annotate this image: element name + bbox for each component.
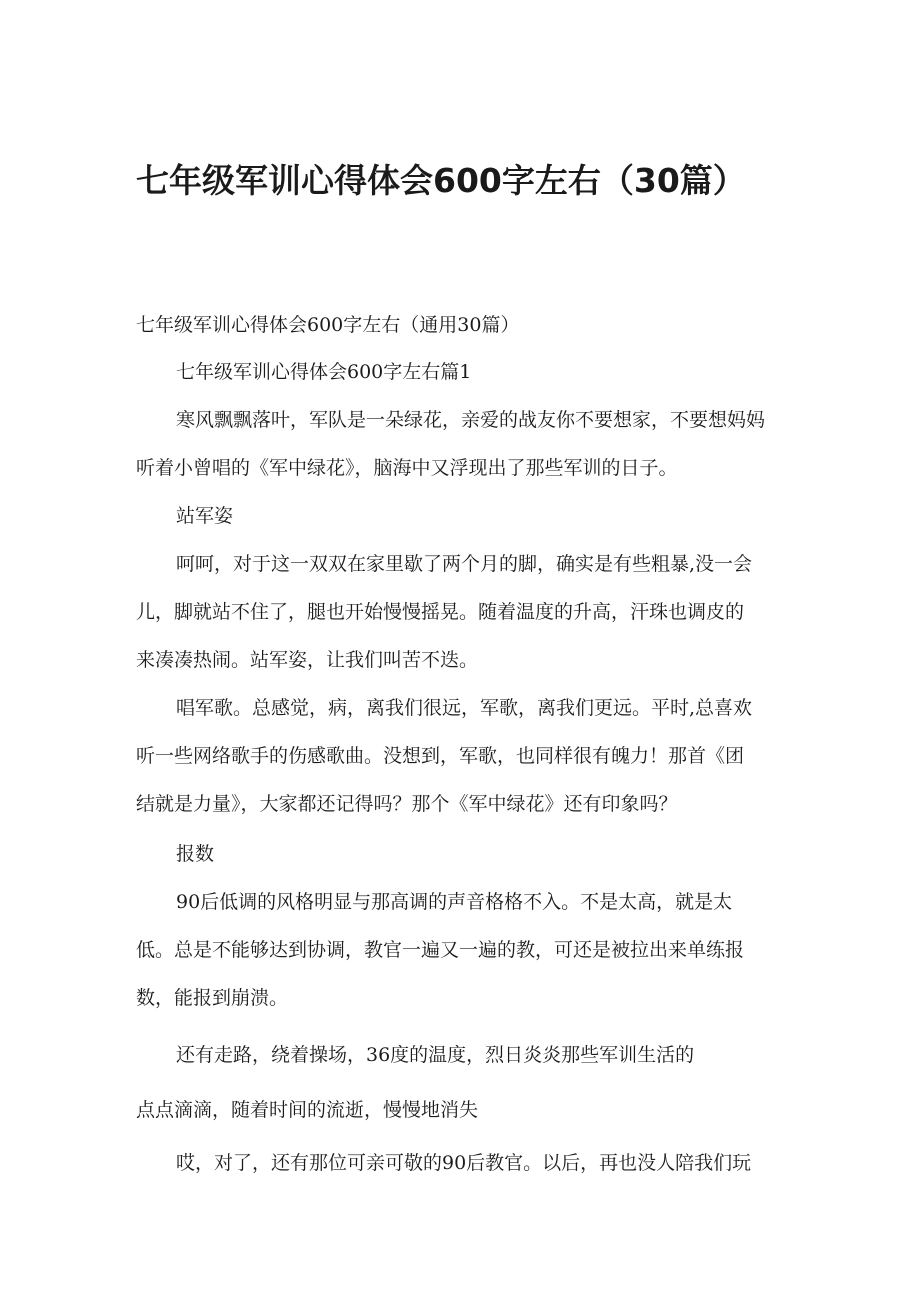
document-subtitle: 七年级军训心得体会600字左右（通用30篇） [136,314,520,336]
paragraph-line: 90后低调的风格明显与那高调的声音格格不入。不是太高，就是太 [176,891,733,913]
section-label: 报数 [176,843,215,865]
paragraph-line: 数，能报到崩溃。 [136,987,289,1009]
paragraph-line: 点点滴滴，随着时间的流逝，慢慢地消失 [136,1099,479,1121]
paragraph-line: 低。总是不能够达到协调，教官一遍又一遍的教，可还是被拉出来单练报 [136,939,745,961]
paragraph-line: 听着小曾唱的《军中绿花》，脑海中又浮现出了那些军训的日子。 [136,457,678,479]
paragraph-line: 儿，脚就站不住了，腿也开始慢慢摇晃。随着温度的升高，汗珠也调皮的 [136,601,745,623]
section-heading: 七年级军训心得体会600字左右篇1 [176,361,472,383]
paragraph-line: 听一些网络歌手的伤感歌曲。没想到，军歌，也同样很有魄力！那首《团 [136,745,745,767]
paragraph-line: 寒风飘飘落叶，军队是一朵绿花，亲爱的战友你不要想家，不要想妈妈 [176,409,766,431]
document-title: 七年级军训心得体会600字左右（30篇） [136,161,746,200]
paragraph-line: 还有走路，绕着操场，36度的温度，烈日炎炎那些军训生活的 [176,1044,695,1066]
section-label: 站军姿 [176,505,234,527]
paragraph-line: 哎，对了，还有那位可亲可敬的90后教官。以后，再也没人陪我们玩 [176,1152,752,1174]
paragraph-line: 唱军歌。总感觉，病，离我们很远，军歌，离我们更远。平时,总喜欢 [176,697,753,719]
paragraph-line: 结就是力量》，大家都还记得吗？那个《军中绿花》还有印象吗？ [136,793,678,815]
paragraph-line: 来凑凑热闹。站军姿，让我们叫苦不迭。 [136,649,479,671]
paragraph-line: 呵呵，对于这一双双在家里歇了两个月的脚，确实是有些粗暴,没一会 [176,553,753,575]
